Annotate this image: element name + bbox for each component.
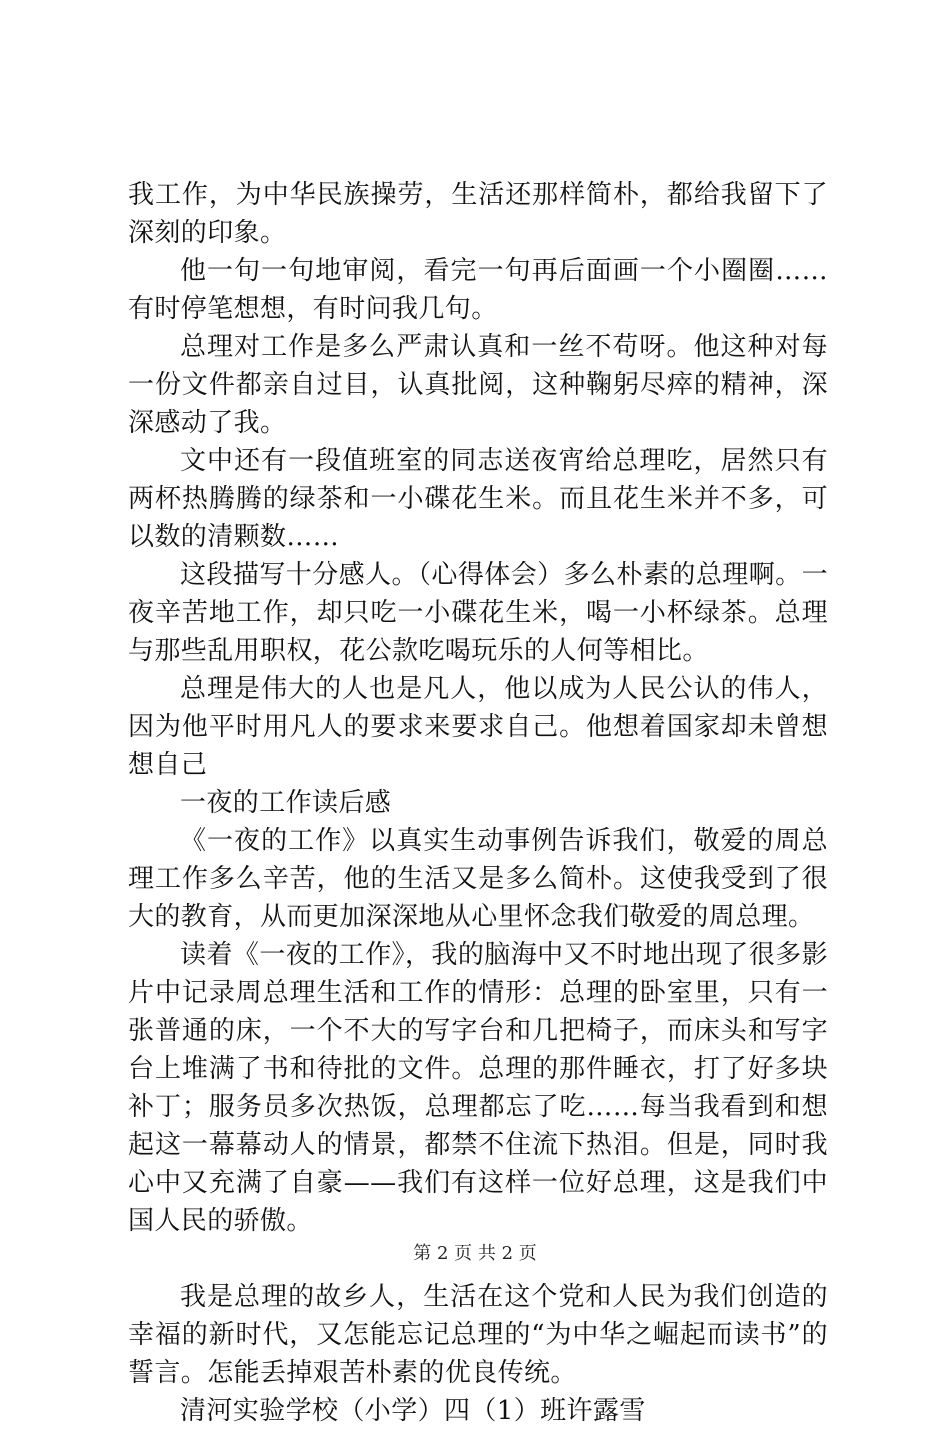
paragraph-reading-memories: 读着《一夜的工作》，我的脑海中又不时地出现了很多影片中记录周总理生活和工作的情形：总理的卧室里，只有一张普通的床，一个不大的写字台和几把椅子，而床头和写字台上堆满了书和待批的文件。总理的那件睡衣，打了好多块补丁；服务员多次热饭，总理都忘了吃……每当我看到和想起这一幕幕动人的情景，都禁不住流下热泪。但是，同时我心中又充满了自豪——我们有这样一位好总理，这是我们中国人民的骄傲。 xyxy=(128,940,828,1236)
paragraph-reviewing: 他一句一句地审阅，看完一句再后面画一个小圈圈……有时停笔想想，有时问我几句。 xyxy=(128,256,828,324)
paragraph-continuation: 我工作，为中华民族操劳，生活还那样简朴，都给我留下了深刻的印象。 xyxy=(128,180,828,248)
paragraph-serious-work: 总理对工作是多么严肃认真和一丝不苟呀。他这种对每一份文件都亲自过目，认真批阅，这种鞠躬尽瘁的精神，深深感动了我。 xyxy=(128,332,828,438)
document-body xyxy=(128,176,828,1430)
paragraph-hometown: 我是总理的故乡人，生活在这个党和人民为我们创造的幸福的新时代，又怎能忘记总理的“为中华之崛起而读书”的誓言。怎能丢掉艰苦朴素的优良传统。 xyxy=(128,1282,828,1388)
paragraph-great-and-ordinary: 总理是伟大的人也是凡人，他以成为人民公认的伟人，因为他平时用凡人的要求来要求自己。他想着国家却未曾想想自己 xyxy=(128,674,828,780)
author-signature: 清河实验学校（小学）四（1）班许露雪 xyxy=(180,1396,646,1426)
section-heading: 一夜的工作读后感 xyxy=(180,788,392,818)
paragraph-moving-description: 这段描写十分感人。（心得体会）多么朴素的总理啊。一夜辛苦地工作，却只吃一小碟花生米，喝一小杯绿茶。总理与那些乱用职权，花公款吃喝玩乐的人何等相比。 xyxy=(128,560,828,666)
paragraph-night-snack: 文中还有一段值班室的同志送夜宵给总理吃，居然只有两杯热腾腾的绿茶和一小碟花生米。而且花生米并不多，可以数的清颗数…… xyxy=(128,446,828,552)
paragraph-book-intro: 《一夜的工作》以真实生动事例告诉我们，敬爱的周总理工作多么辛苦，他的生活又是多么简朴。这使我受到了很大的教育，从而更加深深地从心里怀念我们敬爱的周总理。 xyxy=(128,826,828,932)
page-number-footer: 第 2 页 共 2 页 xyxy=(413,1243,537,1264)
